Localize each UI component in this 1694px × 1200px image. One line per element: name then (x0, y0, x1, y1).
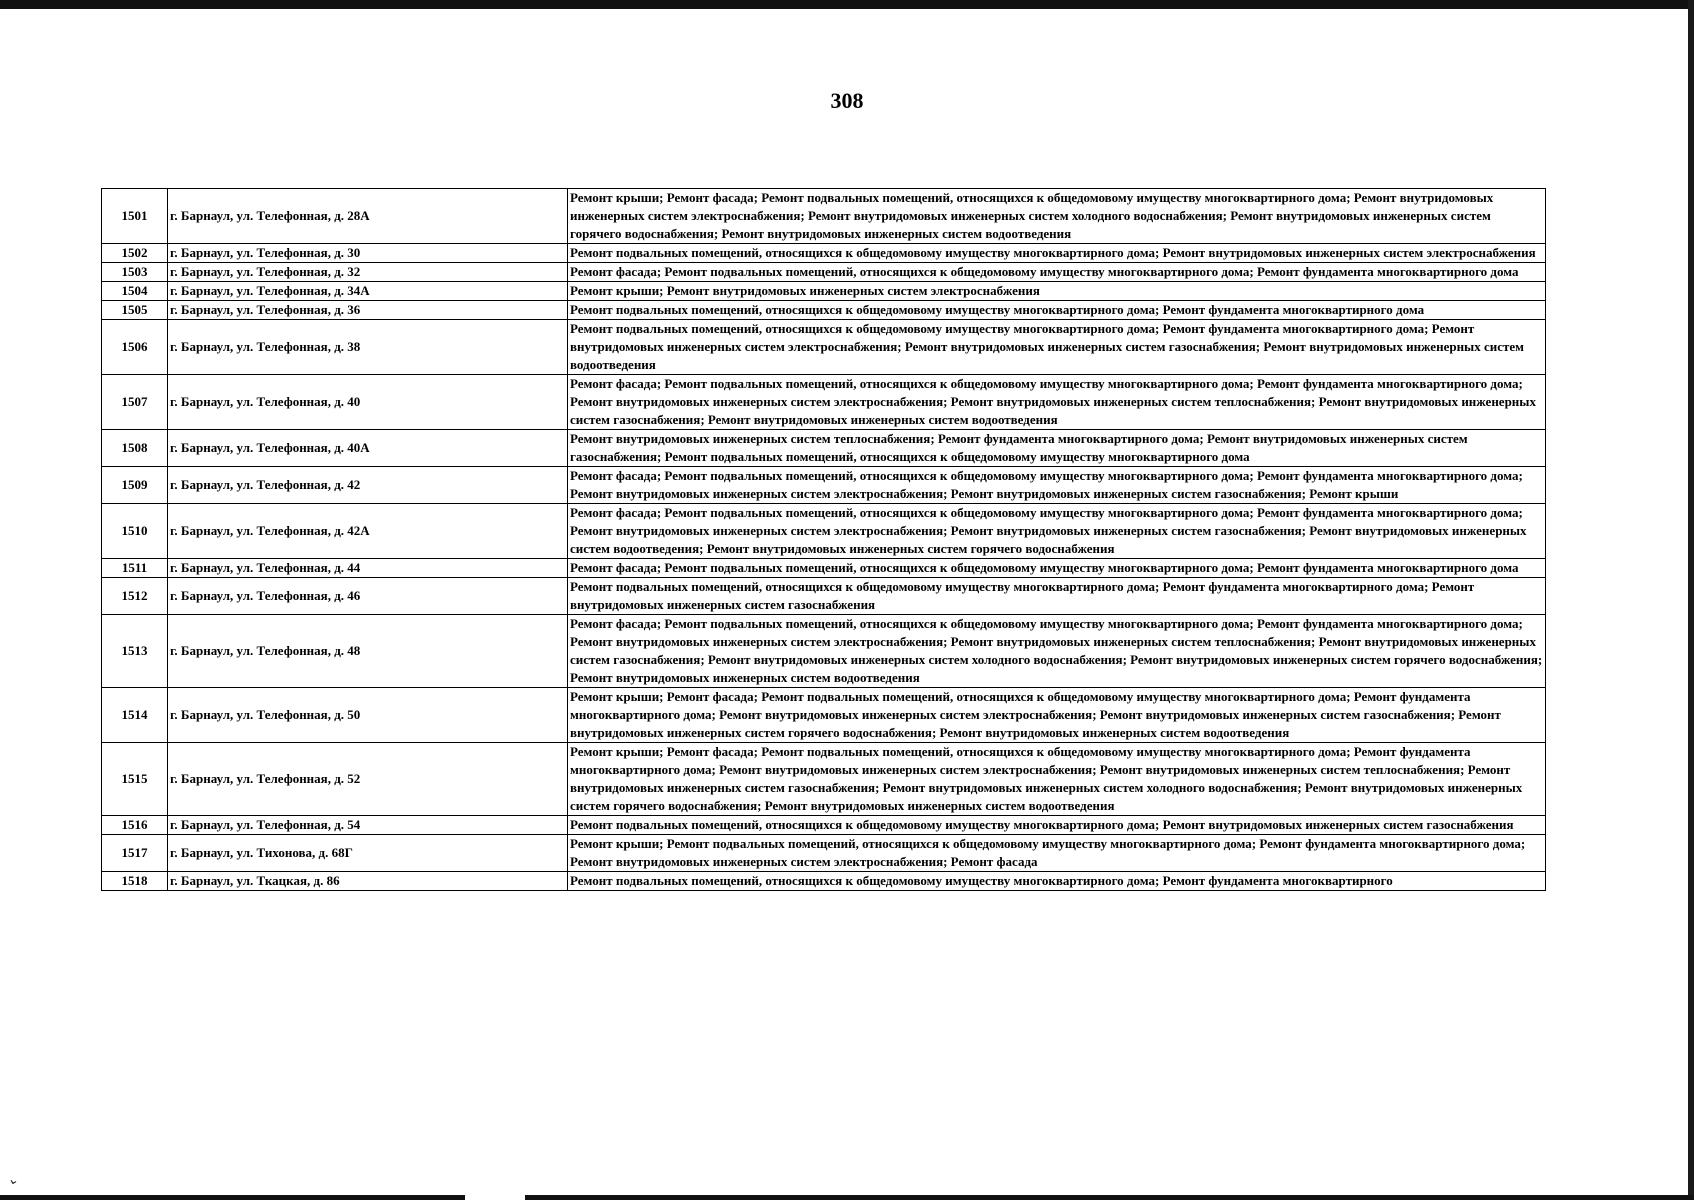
table-row (102, 375, 1546, 430)
row-number: 1511 (102, 559, 168, 578)
row-address: г. Барнаул, ул. Телефонная, д. 32 (168, 263, 568, 282)
row-number: 1501 (102, 189, 168, 244)
table-row (102, 263, 1546, 282)
row-address: г. Барнаул, ул. Ткацкая, д. 86 (168, 872, 568, 891)
row-address: г. Барнаул, ул. Телефонная, д. 38 (168, 320, 568, 375)
row-address: г. Барнаул, ул. Телефонная, д. 28А (168, 189, 568, 244)
row-number: 1514 (102, 688, 168, 743)
row-number: 1503 (102, 263, 168, 282)
table-row (102, 816, 1546, 835)
row-number: 1510 (102, 504, 168, 559)
scan-speck: ⌄ (6, 1170, 22, 1190)
row-number: 1507 (102, 375, 168, 430)
table-row (102, 615, 1546, 688)
row-works: Ремонт подвальных помещений, относящихся к общедомовому имуществу многоквартирного дома; Ремонт фундамента многоквартирного дома; Ремонт внутридомовых инженерных систем газоснабжения (568, 578, 1546, 615)
row-works: Ремонт фасада; Ремонт подвальных помещений, относящихся к общедомовому имуществу многоквартирного дома; Ремонт фундамента многоквартирного дома; Ремонт внутридомовых инженерных систем электроснабжения; Ремонт внутридомовых инженерных систем газоснабжения; Ремонт внутридомовых инженерных систем водоотведения; Ремонт внутридомовых инженерных систем горячего водоснабжения (568, 504, 1546, 559)
row-address: г. Барнаул, ул. Телефонная, д. 30 (168, 244, 568, 263)
scan-border-gap (465, 1195, 525, 1200)
scan-border-bottom (0, 1195, 1694, 1200)
table-row (102, 578, 1546, 615)
row-number: 1517 (102, 835, 168, 872)
table-row (102, 559, 1546, 578)
row-address: г. Барнаул, ул. Телефонная, д. 42 (168, 467, 568, 504)
row-address: г. Барнаул, ул. Телефонная, д. 40 (168, 375, 568, 430)
table-row (102, 189, 1546, 244)
row-works: Ремонт крыши; Ремонт фасада; Ремонт подвальных помещений, относящихся к общедомовому имуществу многоквартирного дома; Ремонт фундамента многоквартирного дома; Ремонт внутридомовых инженерных систем электроснабжения; Ремонт внутридомовых инженерных систем теплоснабжения; Ремонт внутридомовых инженерных систем газоснабжения; Ремонт внутридомовых инженерных систем холодного водоснабжения; Ремонт внутридомовых инженерных систем горячего водоснабжения; Ремонт внутридомовых инженерных систем водоотведения (568, 743, 1546, 816)
row-number: 1518 (102, 872, 168, 891)
table-row (102, 504, 1546, 559)
row-number: 1516 (102, 816, 168, 835)
row-address: г. Барнаул, ул. Телефонная, д. 42А (168, 504, 568, 559)
row-works: Ремонт крыши; Ремонт фасада; Ремонт подвальных помещений, относящихся к общедомовому имуществу многоквартирного дома; Ремонт фундамента многоквартирного дома; Ремонт внутридомовых инженерных систем электроснабжения; Ремонт внутридомовых инженерных систем газоснабжения; Ремонт внутридомовых инженерных систем горячего водоснабжения; Ремонт внутридомовых инженерных систем водоотведения (568, 688, 1546, 743)
scan-border-top (0, 0, 1694, 9)
row-address: г. Барнаул, ул. Телефонная, д. 46 (168, 578, 568, 615)
table-row (102, 467, 1546, 504)
row-works: Ремонт подвальных помещений, относящихся к общедомовому имуществу многоквартирного дома; Ремонт фундамента многоквартирного дома; Ремонт внутридомовых инженерных систем электроснабжения; Ремонт внутридомовых инженерных систем газоснабжения; Ремонт внутридомовых инженерных систем водоотведения (568, 320, 1546, 375)
table-row (102, 430, 1546, 467)
buildings-repair-table (101, 188, 1546, 891)
table-row (102, 282, 1546, 301)
table-body (102, 189, 1546, 891)
row-address: г. Барнаул, ул. Телефонная, д. 50 (168, 688, 568, 743)
row-address: г. Барнаул, ул. Тихонова, д. 68Г (168, 835, 568, 872)
page-number: 308 (830, 88, 864, 113)
row-address: г. Барнаул, ул. Телефонная, д. 48 (168, 615, 568, 688)
table-row (102, 872, 1546, 891)
row-number: 1512 (102, 578, 168, 615)
row-number: 1504 (102, 282, 168, 301)
row-number: 1505 (102, 301, 168, 320)
row-works: Ремонт внутридомовых инженерных систем теплоснабжения; Ремонт фундамента многоквартирного дома; Ремонт внутридомовых инженерных систем газоснабжения; Ремонт подвальных помещений, относящихся к общедомовому имуществу многоквартирного дома (568, 430, 1546, 467)
row-works: Ремонт подвальных помещений, относящихся к общедомовому имуществу многоквартирного дома; Ремонт фундамента многоквартирного (568, 872, 1546, 891)
row-number: 1506 (102, 320, 168, 375)
table-row (102, 244, 1546, 263)
row-works: Ремонт подвальных помещений, относящихся к общедомовому имуществу многоквартирного дома; Ремонт внутридомовых инженерных систем газоснабжения (568, 816, 1546, 835)
row-works: Ремонт фасада; Ремонт подвальных помещений, относящихся к общедомовому имуществу многоквартирного дома; Ремонт фундамента многоквартирного дома; Ремонт внутридомовых инженерных систем электроснабжения; Ремонт внутридомовых инженерных систем газоснабжения; Ремонт крыши (568, 467, 1546, 504)
row-address: г. Барнаул, ул. Телефонная, д. 44 (168, 559, 568, 578)
table-row (102, 688, 1546, 743)
row-address: г. Барнаул, ул. Телефонная, д. 40А (168, 430, 568, 467)
row-number: 1508 (102, 430, 168, 467)
row-works: Ремонт крыши; Ремонт внутридомовых инженерных систем электроснабжения (568, 282, 1546, 301)
row-number: 1509 (102, 467, 168, 504)
row-works: Ремонт фасада; Ремонт подвальных помещений, относящихся к общедомовому имуществу многоквартирного дома; Ремонт фундамента многоквартирного дома; Ремонт внутридомовых инженерных систем электроснабжения; Ремонт внутридомовых инженерных систем теплоснабжения; Ремонт внутридомовых инженерных систем газоснабжения; Ремонт внутридомовых инженерных систем водоотведения (568, 375, 1546, 430)
table-row (102, 320, 1546, 375)
row-works: Ремонт фасада; Ремонт подвальных помещений, относящихся к общедомовому имуществу многоквартирного дома; Ремонт фундамента многоквартирного дома; Ремонт внутридомовых инженерных систем электроснабжения; Ремонт внутридомовых инженерных систем теплоснабжения; Ремонт внутридомовых инженерных систем газоснабжения; Ремонт внутридомовых инженерных систем холодного водоснабжения; Ремонт внутридомовых инженерных систем горячего водоснабжения; Ремонт внутридомовых инженерных систем водоотведения (568, 615, 1546, 688)
row-works: Ремонт фасада; Ремонт подвальных помещений, относящихся к общедомовому имуществу многоквартирного дома; Ремонт фундамента многоквартирного дома (568, 559, 1546, 578)
row-works: Ремонт подвальных помещений, относящихся к общедомовому имуществу многоквартирного дома; Ремонт внутридомовых инженерных систем электроснабжения (568, 244, 1546, 263)
row-address: г. Барнаул, ул. Телефонная, д. 54 (168, 816, 568, 835)
row-address: г. Барнаул, ул. Телефонная, д. 52 (168, 743, 568, 816)
row-works: Ремонт подвальных помещений, относящихся к общедомовому имуществу многоквартирного дома; Ремонт фундамента многоквартирного дома (568, 301, 1546, 320)
row-address: г. Барнаул, ул. Телефонная, д. 34А (168, 282, 568, 301)
table-row (102, 301, 1546, 320)
row-number: 1515 (102, 743, 168, 816)
row-number: 1513 (102, 615, 168, 688)
row-works: Ремонт фасада; Ремонт подвальных помещений, относящихся к общедомовому имуществу многоквартирного дома; Ремонт фундамента многоквартирного дома (568, 263, 1546, 282)
row-number: 1502 (102, 244, 168, 263)
scan-border-right (1688, 0, 1694, 1200)
row-works: Ремонт крыши; Ремонт фасада; Ремонт подвальных помещений, относящихся к общедомовому имуществу многоквартирного дома; Ремонт внутридомовых инженерных систем электроснабжения; Ремонт внутридомовых инженерных систем холодного водоснабжения; Ремонт внутридомовых инженерных систем горячего водоснабжения; Ремонт внутридомовых инженерных систем водоотведения (568, 189, 1546, 244)
row-address: г. Барнаул, ул. Телефонная, д. 36 (168, 301, 568, 320)
table-row (102, 743, 1546, 816)
table-row (102, 835, 1546, 872)
row-works: Ремонт крыши; Ремонт подвальных помещений, относящихся к общедомовому имуществу многоквартирного дома; Ремонт фундамента многоквартирного дома; Ремонт внутридомовых инженерных систем электроснабжения; Ремонт фасада (568, 835, 1546, 872)
